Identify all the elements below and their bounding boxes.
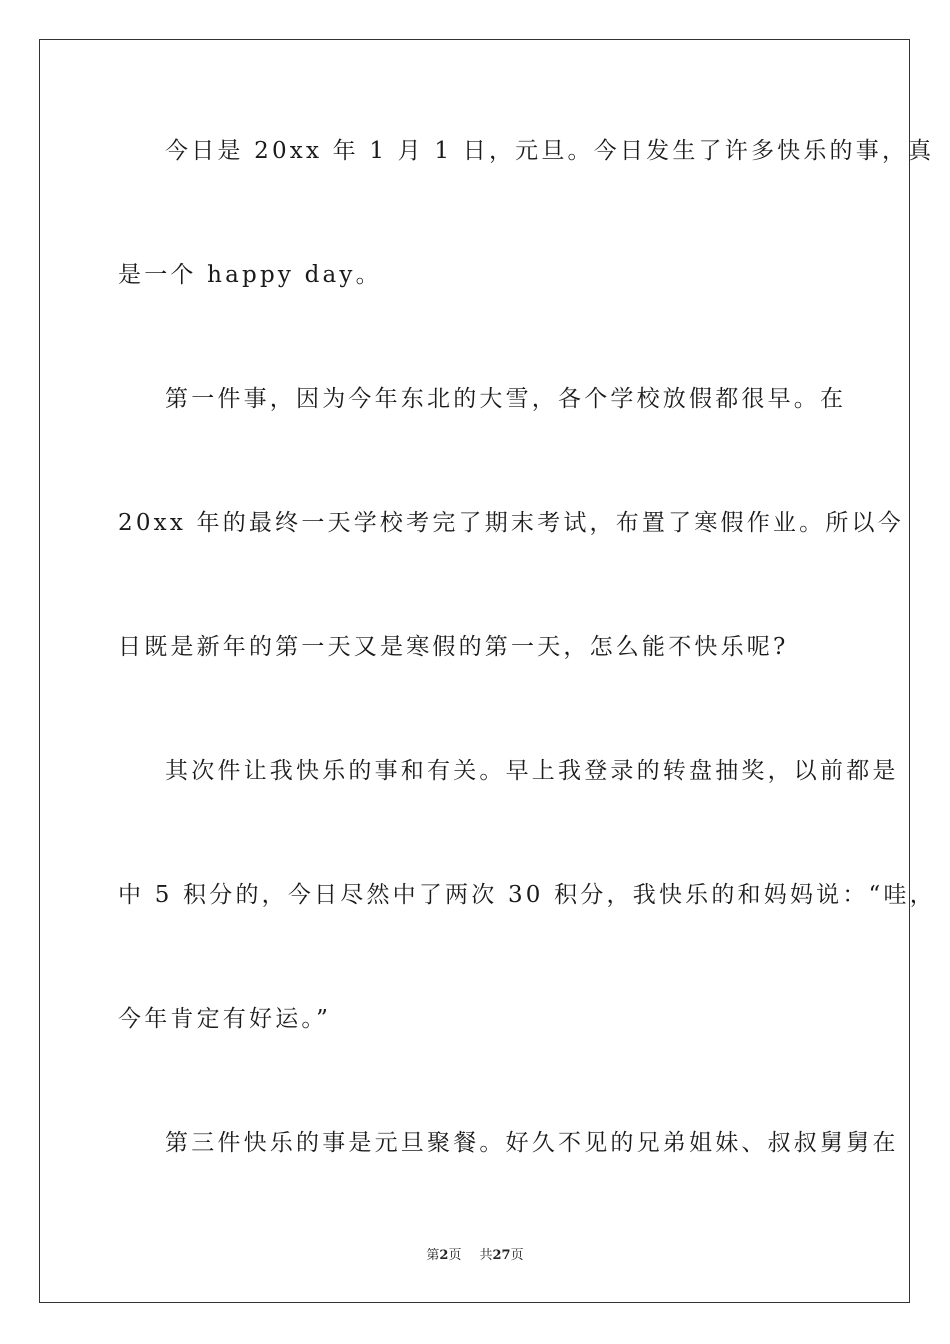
- paragraph-1-line-1: 今日是 20xx 年 1 月 1 日，元旦。今日发生了许多快乐的事，真: [165, 138, 935, 164]
- paragraph-2-line-1: 第一件事，因为今年东北的大雪，各个学校放假都很早。在: [165, 386, 847, 412]
- page-border: [39, 39, 936, 1303]
- page-total: 27: [492, 1248, 511, 1263]
- paragraph-4-line-1: 第三件快乐的事是元旦聚餐。好久不见的兄弟姐妹、叔叔舅舅在: [165, 1130, 899, 1156]
- page-prefix: 第: [426, 1248, 440, 1263]
- paragraph-2-line-2: 20xx 年的最终一天学校考完了期末考试，布置了寒假作业。所以今: [118, 510, 904, 536]
- page-current: 2: [439, 1248, 449, 1263]
- paragraph-3-line-2: 中 5 积分的，今日尽然中了两次 30 积分，我快乐的和妈妈说：“哇，: [118, 882, 936, 908]
- total-suffix: 页: [510, 1248, 524, 1263]
- paragraph-2-line-3: 日既是新年的第一天又是寒假的第一天，怎么能不快乐呢?: [118, 634, 789, 660]
- paragraph-1-line-2: 是一个 happy day。: [118, 262, 382, 288]
- total-prefix: 共: [479, 1248, 493, 1263]
- page-suffix: 页: [448, 1248, 462, 1263]
- paragraph-3-line-3: 今年肯定有好运。”: [118, 1006, 332, 1032]
- page-number-footer: [0, 1248, 950, 1264]
- paragraph-3-line-1: 其次件让我快乐的事和有关。早上我登录的转盘抽奖，以前都是: [165, 758, 899, 784]
